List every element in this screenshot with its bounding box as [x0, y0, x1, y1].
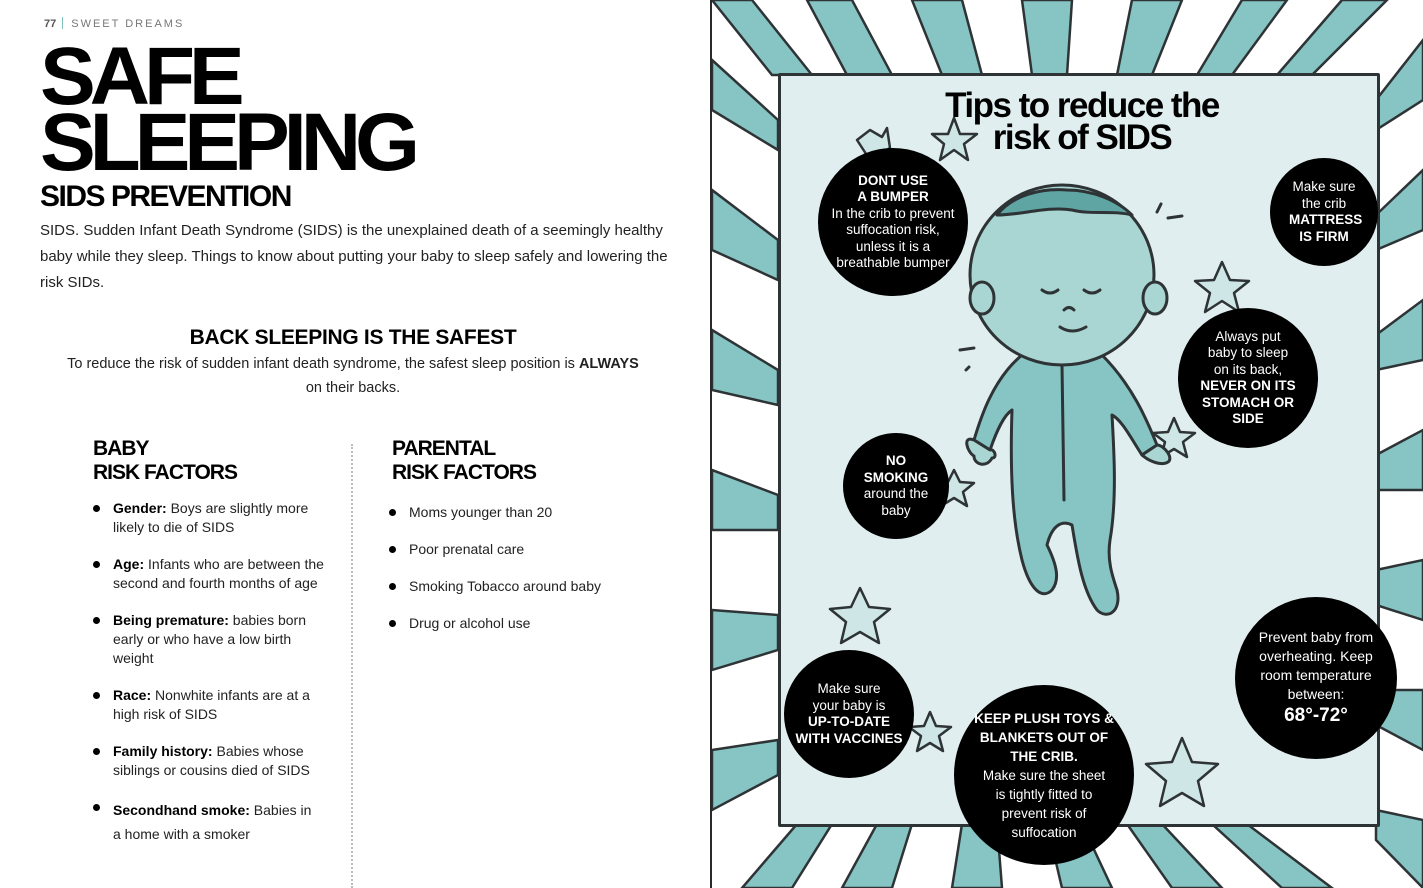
tip-bumper-text: In the crib to prevent suffocation risk, unless it is a breathable bumper [831, 205, 955, 270]
tip-bubble-plush-toys [954, 685, 1134, 865]
folio-divider [62, 17, 63, 29]
tips-title-line-2: risk of SIDS [992, 118, 1172, 157]
tip-back-bold: NEVER ON ITS STOMACH OR SIDE [1200, 378, 1296, 426]
baby-risk-heading [93, 437, 237, 485]
parental-risk-heading-1: PARENTAL [392, 437, 496, 460]
tip-vaccines-bold: UP-TO-DATE WITH VACCINES [795, 714, 903, 746]
tip-temperature-value: 68°-72° [1284, 705, 1348, 726]
tip-smoking-bold: NO SMOKING [863, 453, 929, 485]
back-sleeping-text [60, 352, 646, 400]
tip-mattress-bold: MATTRESS IS FIRM [1289, 212, 1363, 244]
right-page [712, 0, 1423, 888]
tip-smoking-text: around the baby [863, 486, 929, 518]
tip-mattress-text: Make sure the crib [1292, 179, 1356, 211]
star-icon [1146, 738, 1218, 806]
list-item: Secondhand smoke: Babies in a home with a smoker [93, 798, 323, 846]
parental-risk-heading [392, 437, 536, 485]
left-page [0, 0, 711, 888]
section-name: SWEET DREAMS [71, 18, 185, 30]
baby-risk-list [93, 499, 333, 846]
star-icon [1195, 262, 1249, 312]
page-subtitle: SIDS PREVENTION [40, 180, 291, 213]
title-line-2: SLEEPING [40, 97, 414, 188]
tip-temperature-text: Prevent baby from overheating. Keep room temperature between: [1258, 629, 1374, 702]
tip-bubble-no-smoking [843, 433, 949, 539]
list-item: Gender: Boys are slightly more likely to die of SIDS [93, 499, 333, 537]
title-line-1: SAFE [40, 31, 239, 122]
list-item: Smoking Tobacco around baby [389, 577, 669, 596]
tips-title [912, 86, 1252, 157]
tip-plush-bold: KEEP PLUSH TOYS & BLANKETS OUT OF THE CRIB. [974, 710, 1114, 764]
tip-bubble-vaccines [784, 650, 914, 778]
intro-paragraph: SIDS. Sudden Infant Death Syndrome (SIDS) is the unexplained death of a seemingly healthy baby while they sleep. Things to know about putting your baby to sleep safely and lowering the risk SIDs. [40, 222, 668, 291]
baby-risk-heading-2: RISK FACTORS [93, 461, 237, 484]
tip-bumper-bold-2: A BUMPER [857, 189, 929, 204]
back-sleeping-emphasis: ALWAYS [578, 356, 639, 372]
tip-bumper-bold-1: DONT USE [858, 172, 928, 188]
star-icon [909, 712, 951, 751]
parental-risk-list [389, 503, 669, 633]
tip-bubble-bumper [818, 148, 968, 296]
page-number: 77 [44, 18, 57, 30]
back-sleeping-text-b: on their backs. [305, 380, 401, 396]
tip-bubble-mattress [1270, 158, 1378, 266]
page-title [40, 31, 414, 188]
column-divider [351, 444, 353, 888]
tip-plush-text: Make sure the sheet is tightly fitted to prevent risk of suffocation [982, 767, 1106, 840]
tip-vaccines-text: Make sure your baby is [812, 681, 886, 713]
list-item: Poor prenatal care [389, 540, 669, 559]
tip-bubble-temperature [1235, 597, 1397, 759]
back-sleeping-text-a: To reduce the risk of sudden infant death syndrome, the safest sleep position is [67, 356, 579, 372]
star-icon [830, 588, 890, 643]
list-item: Age: Infants who are between the second and fourth months of age [93, 555, 333, 593]
baby-risk-heading-1: BABY [93, 437, 149, 460]
list-item: Being premature: babies born early or who have a low birth weight [93, 611, 313, 668]
tips-title-line-1: Tips to reduce the [945, 86, 1219, 125]
page-folio [44, 17, 184, 30]
list-item: Family history: Babies whose siblings or cousins died of SIDS [93, 742, 323, 780]
list-item: Moms younger than 20 [389, 503, 669, 522]
tip-bubble-back-sleep [1178, 308, 1318, 448]
back-sleeping-heading: BACK SLEEPING IS THE SAFEST [189, 326, 517, 349]
tip-back-text: Always put baby to sleep on its back, [1207, 328, 1289, 377]
parental-risk-heading-2: RISK FACTORS [392, 461, 536, 484]
list-item: Race: Nonwhite infants are at a high risk of SIDS [93, 686, 323, 724]
list-item: Drug or alcohol use [389, 614, 669, 633]
